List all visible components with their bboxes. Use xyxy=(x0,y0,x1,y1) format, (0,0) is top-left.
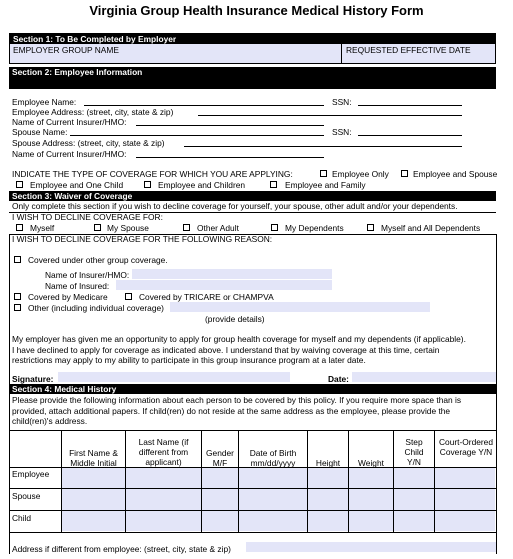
decline-reason-label: I WISH TO DECLINE COVERAGE FOR THE FOLLOWING REASON: xyxy=(12,234,273,244)
other-details-field[interactable] xyxy=(170,302,430,312)
decline-spouse-checkbox[interactable] xyxy=(94,224,101,231)
employee-spouse-checkbox[interactable] xyxy=(401,170,408,177)
coverage-prompt: INDICATE THE TYPE OF COVERAGE FOR WHICH YOU ARE APPLYING: xyxy=(12,169,293,179)
section-1-heading: Section 1: To Be Completed by Employer xyxy=(10,34,495,44)
address-note: Address if different from employee: (street, city, state & zip) xyxy=(12,544,231,554)
statement-line-2: I have declined to apply for coverage as indicated above. I understand that by waiving coverage at this time, certain xyxy=(12,345,440,355)
statement-line-3: restrictions may apply to my ability to participate in this group insurance program at a later date. xyxy=(12,355,366,365)
decline-myself-checkbox[interactable] xyxy=(16,224,23,231)
current-insurer-1-label: Name of Current Insurer/HMO: xyxy=(12,117,127,127)
decline-other-adult-label: Other Adult xyxy=(197,223,239,233)
employee-address-field[interactable] xyxy=(198,107,462,116)
covered-other-label: Covered under other group coverage. xyxy=(28,255,168,265)
medical-history-table xyxy=(9,430,496,532)
decline-all-checkbox[interactable] xyxy=(367,224,374,231)
insurer-name-field[interactable] xyxy=(132,269,332,279)
statement-line-1: My employer has given me an opportunity to apply for group health coverage for myself and my dependents (if applicable). xyxy=(12,334,466,344)
col-court-ordered: Court-Ordered Coverage Y/N xyxy=(439,437,493,457)
decline-dependents-checkbox[interactable] xyxy=(271,224,278,231)
section-2-heading: Section 2: Employee Information xyxy=(9,67,496,89)
waiver-intro: Only complete this section if you wish to decline coverage for yourself, your spouse, other adult and/or your dependents. xyxy=(12,201,458,211)
decline-spouse-label: My Spouse xyxy=(107,223,149,233)
insured-name-field[interactable] xyxy=(116,280,332,290)
covered-medicare-label: Covered by Medicare xyxy=(28,292,108,302)
covered-tricare-label: Covered by TRICARE or CHAMPVA xyxy=(139,292,274,302)
employee-address-label: Employee Address: (street, city, state & zip) xyxy=(12,107,174,117)
child-address-field[interactable] xyxy=(246,542,496,552)
spouse-name-label: Spouse Name: xyxy=(12,127,68,137)
employee-children-label: Employee and Children xyxy=(158,180,246,190)
medical-intro-1: Please provide the following information about each person to be covered by this policy. If you require more space than is xyxy=(12,395,462,405)
employee-child-checkbox[interactable] xyxy=(16,181,23,188)
decline-other-adult-checkbox[interactable] xyxy=(183,224,190,231)
date-label: Date: xyxy=(328,374,349,384)
spouse-address-label: Spouse Address: (street, city, state & zip) xyxy=(12,138,165,148)
row-employee: Employee xyxy=(12,469,50,479)
employee-ssn-field[interactable] xyxy=(358,97,462,106)
signature-field[interactable] xyxy=(58,372,290,382)
spouse-address-field[interactable] xyxy=(184,138,462,147)
spouse-ssn-field[interactable] xyxy=(358,127,462,136)
col-gender: Gender M/F xyxy=(206,448,234,468)
insured-name-label: Name of Insured: xyxy=(45,281,110,291)
decline-all-label: Myself and All Dependents xyxy=(381,223,481,233)
employer-group-name-label: EMPLOYER GROUP NAME xyxy=(13,45,119,55)
employee-children-checkbox[interactable] xyxy=(144,181,151,188)
employee-child-label: Employee and One Child xyxy=(30,180,124,190)
employee-ssn-label: SSN: xyxy=(332,97,352,107)
employee-name-field[interactable] xyxy=(84,97,324,106)
col-dob: Date of Birth mm/dd/yyyy xyxy=(249,448,297,468)
row-spouse: Spouse xyxy=(12,491,41,501)
employee-family-label: Employee and Family xyxy=(285,180,366,190)
current-insurer-2-field[interactable] xyxy=(136,149,324,158)
spouse-ssn-label: SSN: xyxy=(332,127,352,137)
col-first-name: First Name & Middle Initial xyxy=(69,448,118,468)
section-1-box xyxy=(9,33,496,64)
employee-only-checkbox[interactable] xyxy=(320,170,327,177)
employee-name-label: Employee Name: xyxy=(12,97,77,107)
date-field[interactable] xyxy=(352,372,496,382)
col-step-child: Step Child Y/N xyxy=(404,437,424,467)
col-height: Height xyxy=(315,458,341,468)
decline-dependents-label: My Dependents xyxy=(285,223,344,233)
covered-medicare-checkbox[interactable] xyxy=(14,293,21,300)
covered-tricare-checkbox[interactable] xyxy=(125,293,132,300)
current-insurer-2-label: Name of Current Insurer/HMO: xyxy=(12,149,127,159)
col-weight: Weight xyxy=(358,458,384,468)
section-3-heading: Section 3: Waiver of Coverage xyxy=(9,191,496,201)
signature-label: Signature: xyxy=(12,374,54,384)
section-4-heading: Section 4: Medical History xyxy=(9,384,496,394)
spouse-name-field[interactable] xyxy=(70,127,324,136)
current-insurer-1-field[interactable] xyxy=(136,117,324,126)
medical-intro-2: provided, attach additional papers. If child(ren) do not reside at the same address as the employee, please provide the xyxy=(12,406,451,416)
covered-other-checkbox[interactable] xyxy=(14,256,21,263)
row-child: Child xyxy=(12,513,32,523)
employee-only-label: Employee Only xyxy=(332,169,389,179)
form-title: Virginia Group Health Insurance Medical History Form xyxy=(89,3,424,18)
other-including-checkbox[interactable] xyxy=(14,304,21,311)
medical-intro-3: child(ren)'s address. xyxy=(12,416,88,426)
effective-date-label: REQUESTED EFFECTIVE DATE xyxy=(346,45,471,55)
other-including-label: Other (including individual coverage) xyxy=(28,303,164,313)
decline-for-label: I WISH TO DECLINE COVERAGE FOR: xyxy=(12,212,163,222)
decline-myself-label: Myself xyxy=(30,223,55,233)
provide-details-label: (provide details) xyxy=(205,314,265,324)
employee-family-checkbox[interactable] xyxy=(270,181,277,188)
col-last-name: Last Name (if different from applicant) xyxy=(138,437,189,467)
employee-spouse-label: Employee and Spouse xyxy=(413,169,498,179)
insurer-name-label: Name of Insurer/HMO: xyxy=(45,270,130,280)
